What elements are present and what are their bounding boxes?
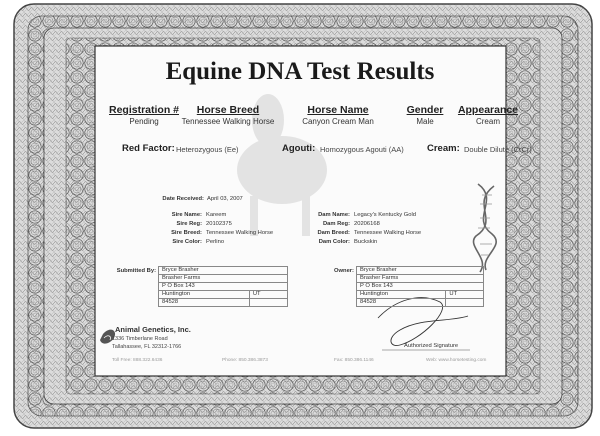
dam-color-label: Dam Color:: [318, 239, 350, 245]
appearance-header: Appearance: [457, 104, 519, 116]
lab-street: 1336 Timberlane Road: [112, 336, 168, 342]
owner-farm: Brasher Farms: [357, 275, 484, 283]
dam-reg-label: Dam Reg:: [322, 221, 350, 227]
sire-name-label: Sire Name:: [171, 212, 202, 218]
registration-value: Pending: [129, 117, 159, 126]
date-received-value: April 03, 2007: [207, 196, 243, 202]
owner-zip: 84528: [357, 299, 446, 307]
owner-name: Bryce Brasher: [357, 267, 484, 275]
owner-label: Owner:: [334, 268, 354, 274]
cream-value: Double Dilute (CrCr): [464, 145, 532, 154]
submitter-city: Huntington: [159, 291, 250, 299]
dam-color-value: Buckskin: [354, 239, 378, 245]
horse-breed-header: Horse Breed: [196, 104, 260, 116]
submitted-by-address: [158, 266, 288, 307]
dam-reg-value: 20206168: [354, 221, 380, 227]
dam-name-value: Legacy's Kentucky Gold: [354, 212, 417, 218]
owner-city: Huntington: [357, 291, 446, 299]
agouti-label: Agouti:: [282, 143, 316, 154]
cream-label: Cream:: [427, 143, 460, 154]
sire-breed-label: Sire Breed:: [171, 230, 202, 236]
lab-city: Tallahassee, FL 32312-1766: [112, 344, 182, 350]
red-factor-value: Heterozygous (Ee): [176, 145, 239, 154]
horse-breed-value: Tennessee Walking Horse: [181, 117, 275, 126]
owner-street: P O Box 143: [357, 283, 484, 291]
footer-phone: Phone: 850.386.3873: [222, 358, 268, 363]
sire-name-value: Kareem: [206, 212, 227, 218]
submitter-zip: 84528: [159, 299, 250, 307]
agouti-value: Homozygous Agouti (AA): [320, 145, 404, 154]
lab-name: Animal Genetics, Inc.: [115, 325, 191, 334]
submitter-state: UT: [249, 291, 287, 299]
footer-toll-free: Toll Free: 888.322.6436: [112, 358, 163, 363]
page-title: Equine DNA Test Results: [165, 58, 435, 85]
horse-name-header: Horse Name: [307, 104, 369, 116]
submitter-name: Bryce Brasher: [159, 267, 288, 275]
sire-reg-value: 20102375: [206, 221, 232, 227]
red-factor-label: Red Factor:: [122, 143, 175, 154]
submitter-address: P O Box 143: [159, 283, 288, 291]
horse-name-value: Canyon Cream Man: [302, 117, 374, 126]
sire-breed-value: Tennessee Walking Horse: [206, 230, 274, 236]
footer-web: Web: www.horsetesting.com: [426, 358, 487, 363]
footer-fax: Fax: 850.386.1146: [334, 358, 374, 363]
registration-header: Registration #: [108, 104, 179, 116]
dam-breed-value: Tennessee Walking Horse: [354, 230, 422, 236]
owner-address: [356, 266, 484, 307]
dam-name-label: Dam Name:: [318, 212, 350, 218]
sire-color-value: Perlino: [206, 239, 225, 245]
signature-label: Authorized Signature: [404, 343, 459, 349]
dam-breed-label: Dam Breed:: [317, 230, 350, 236]
date-received-label: Date Received:: [162, 196, 204, 202]
sire-reg-label: Sire Reg:: [176, 221, 202, 227]
appearance-value: Cream: [475, 117, 500, 126]
sire-color-label: Sire Color:: [172, 239, 202, 245]
gender-value: Male: [416, 117, 434, 126]
owner-state: UT: [446, 291, 484, 299]
submitted-by-label: Submitted By:: [116, 268, 156, 274]
submitter-farm: Brasher Farms: [159, 275, 288, 283]
gender-header: Gender: [406, 104, 444, 116]
